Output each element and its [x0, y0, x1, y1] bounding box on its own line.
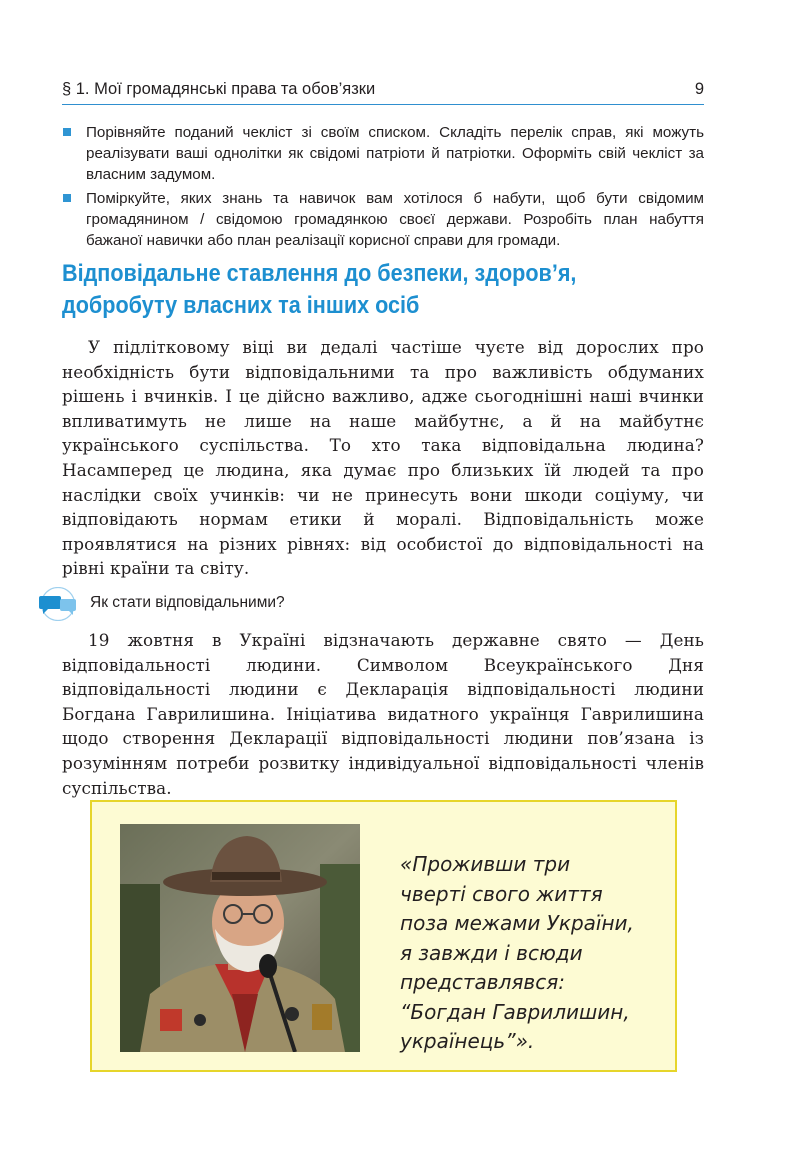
task-item [62, 122, 704, 185]
section-heading-line: добробуту власних та інших осіб [62, 292, 420, 319]
quote-line: “Богдан Гаврилишин, [400, 999, 630, 1024]
quote-box [90, 800, 677, 1072]
page-number: 9 [694, 80, 704, 98]
running-header-title: § 1. Мої громадянські права та обов’язки [62, 80, 376, 98]
question-heading [38, 587, 538, 623]
body-paragraph: У підлітковому віці ви дедалі частіше чуєте від дорослих про необхідність бути відповідальними та про важливість обдуманих рішень і вчинків. І це дійсно важливо, адже сьогоднішні наші вчинки впливатимуть не лише на наше майбутнє, а й на майбутнє українського суспільства. То хто така відповідальна людина? Насамперед це людина, яка думає про близьких їй людей та про наслідки своїх учинків: чи не принесуть вони шкоди соціуму, чи відповідають нормам етики й моралі. Відповідальність може проявлятися на різних рівнях: від особистої до відповідальності на рівні країни та світу. [62, 337, 704, 579]
quote-text [400, 850, 670, 1057]
quote-line: поза межами України, [400, 911, 634, 935]
question-text: Як стати відповідальними? [90, 594, 285, 611]
task-text: Поміркуйте, яких знань та навичок вам хотілося б набути, щоб бути свідомим громадянином / свідомою громадянкою своєї держави. Розробіть план набуття бажаної навички або план реалізації корисної справи для громади. [86, 190, 704, 249]
page-header [62, 78, 704, 102]
quote-line: я завжди і всюди [400, 940, 583, 965]
task-list [62, 122, 704, 254]
quote-line: чверті свого життя [400, 881, 603, 906]
quote-line: представлявся: [400, 970, 565, 994]
task-item [62, 188, 704, 251]
body-paragraph: 19 жовтня в Україні відзначають державне свято — День відповідальності людини. Символом Всеукраїнського Дня відповідальності людини є Декларація відповідальності людини Богдана Гаврилишина. Ініціатива видатного українця Гаврилишина щодо створення Декларації відповідальності людини пов’язана із розумінням потреби розвитку індивідуальної відповідальності членів суспільства. [62, 630, 704, 798]
section-heading [62, 258, 692, 322]
portrait-photo [120, 824, 360, 1052]
section-heading-line: Відповідальне ставлення до безпеки, здоров’я, [62, 260, 577, 287]
bullet-square-icon [63, 194, 71, 202]
task-text: Порівняйте поданий чекліст зі своїм списком. Складіть перелік справ, які можуть реалізувати ваші однолітки як свідомі патріоти й патріотки. Оформіть свій чекліст за власним задумом. [86, 124, 704, 183]
bullet-square-icon [63, 128, 71, 136]
quote-line: «Проживши три [400, 852, 571, 876]
quote-line: українець”». [400, 1029, 535, 1053]
chat-bubbles-icon [38, 587, 78, 621]
header-divider [62, 104, 704, 105]
